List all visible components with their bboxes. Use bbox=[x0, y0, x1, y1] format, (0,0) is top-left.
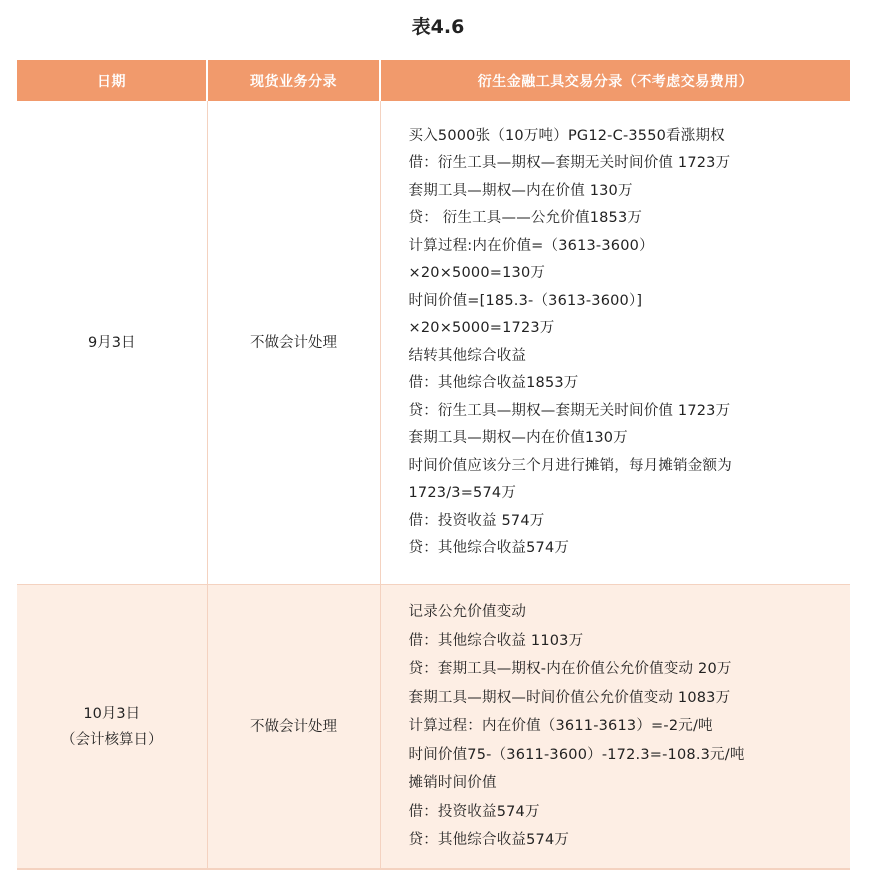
entry-line: 时间价值75-（3611-3600）-172.3=-108.3元/吨 bbox=[408, 746, 745, 763]
entry-line: 贷：其他综合收益574万 bbox=[408, 540, 570, 556]
spot-entry-cell: 不做会计处理 bbox=[207, 101, 380, 585]
entry-line: 结转其他综合收益 bbox=[408, 347, 527, 364]
entry-line: 贷：其他综合收益574万 bbox=[408, 832, 570, 849]
entry-line: 借：其他综合收益1853万 bbox=[408, 375, 579, 391]
entry-line: 贷：套期工具—期权-内在价值公允价值变动 20万 bbox=[408, 661, 732, 678]
entry-line: ×20×5000=130万 bbox=[408, 265, 546, 281]
table-header-row bbox=[17, 60, 850, 101]
entry-line: 套期工具—期权—内在价值 130万 bbox=[408, 182, 633, 199]
spot-entry-cell: 不做会计处理 bbox=[207, 585, 380, 869]
date-text: 10月3日 bbox=[83, 705, 141, 722]
derivative-entry-cell bbox=[380, 585, 850, 869]
entry-line: 借：衍生工具—期权—套期无关时间价值 1723万 bbox=[408, 155, 731, 171]
header-spot-entries: 现货业务分录 bbox=[207, 60, 380, 101]
entry-line: 借：投资收益 574万 bbox=[408, 512, 545, 529]
entry-line: 时间价值=[185.3-（3613-3600）] bbox=[408, 292, 643, 309]
entry-line: 1723/3=574万 bbox=[408, 485, 517, 501]
entry-line: 贷： 衍生工具——公允价值1853万 bbox=[408, 210, 643, 226]
entry-line: ×20×5000=1723万 bbox=[408, 320, 555, 336]
entry-line: 计算过程：内在价值（3611-3613）=-2元/吨 bbox=[408, 718, 713, 735]
date-text: 9月3日 bbox=[88, 334, 136, 351]
entry-line: 记录公允价值变动 bbox=[408, 604, 527, 621]
table-bottom-border bbox=[17, 869, 850, 870]
table-row bbox=[17, 101, 850, 585]
date-note: （会计核算日） bbox=[61, 731, 163, 748]
header-date: 日期 bbox=[17, 60, 207, 101]
entry-line: 时间价值应该分三个月进行摊销，每月摊销金额为 bbox=[408, 457, 732, 474]
entry-line: 借：投资收益574万 bbox=[408, 803, 540, 820]
entry-line: 借：其他综合收益 1103万 bbox=[408, 632, 584, 649]
date-cell bbox=[17, 101, 207, 585]
entry-line: 贷：衍生工具—期权—套期无关时间价值 1723万 bbox=[408, 402, 731, 419]
date-cell bbox=[17, 585, 207, 869]
header-derivative-entries: 衍生金融工具交易分录（不考虑交易费用） bbox=[380, 60, 850, 101]
entry-line: 计算过程:内在价值=（3613-3600） bbox=[408, 237, 654, 254]
entry-line: 套期工具—期权—时间价值公允价值变动 1083万 bbox=[408, 689, 731, 706]
entry-line: 摊销时间价值 bbox=[408, 775, 497, 792]
entry-line: 套期工具—期权—内在价值130万 bbox=[408, 430, 628, 446]
derivative-entry-cell bbox=[380, 101, 850, 585]
table-row bbox=[17, 585, 850, 869]
table-title: 表4.6 bbox=[411, 16, 465, 38]
journal-entries-table bbox=[17, 60, 850, 869]
entry-line: 买入5000张（10万吨）PG12-C-3550看涨期权 bbox=[408, 127, 725, 144]
